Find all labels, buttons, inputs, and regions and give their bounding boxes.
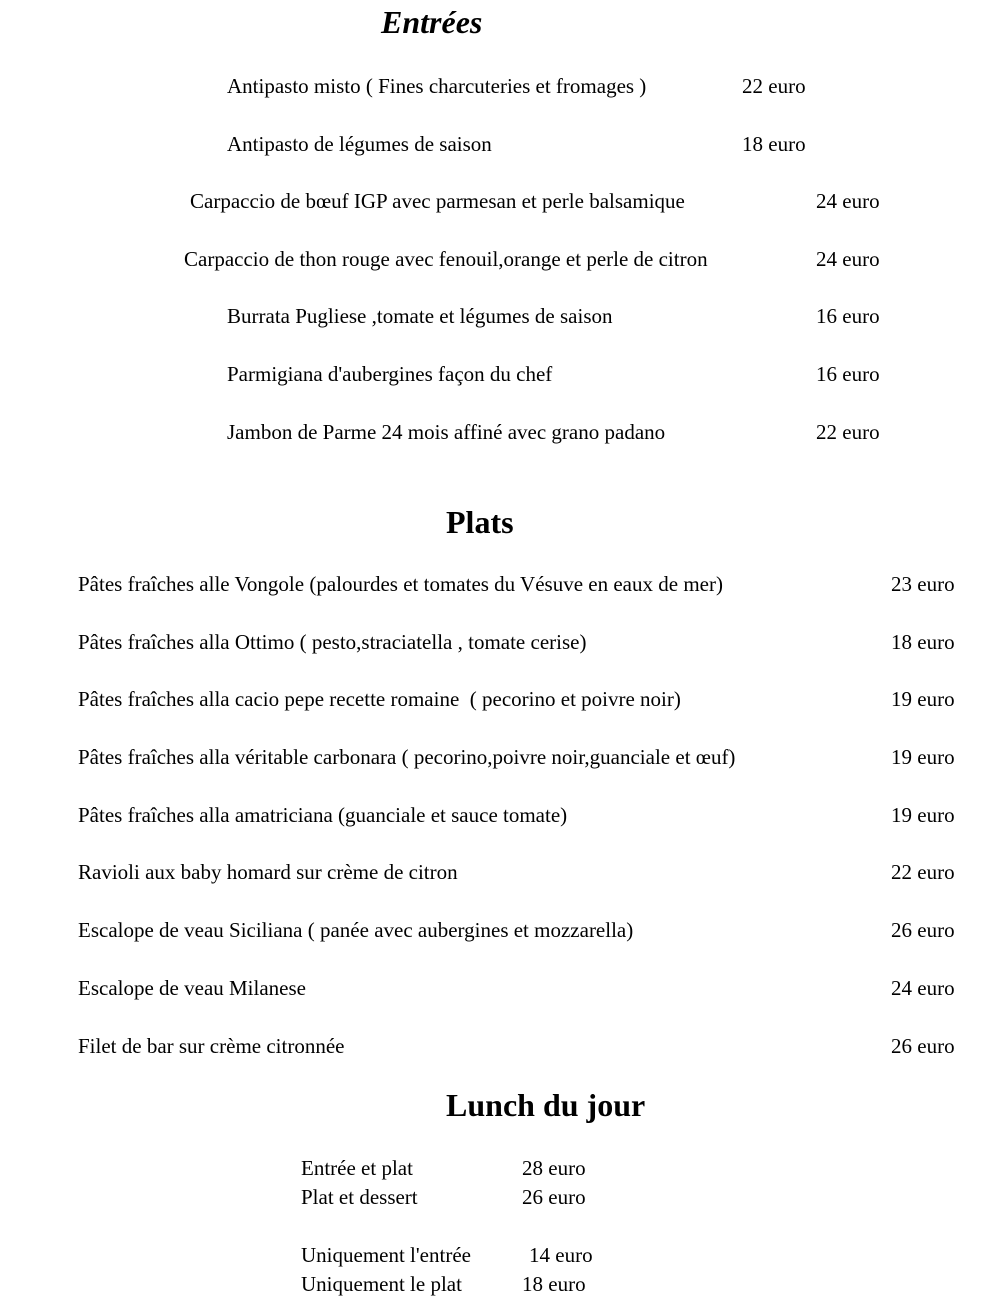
menu-item-row — [0, 917, 990, 975]
menu-item-price: 24 euro — [891, 975, 955, 1000]
section-title-entrees: Entrées — [381, 4, 483, 40]
menu-item-price: 19 euro — [891, 802, 955, 827]
menu-item-name: Ravioli aux baby homard sur crème de citron — [78, 860, 458, 885]
menu-item-row — [0, 629, 990, 687]
menu-item-price: 19 euro — [891, 745, 955, 770]
section-lunch-items — [0, 1155, 990, 1300]
menu-item-name: Parmigiana d'aubergines façon du chef — [227, 361, 553, 386]
menu-item-price: 22 euro — [891, 860, 955, 885]
menu-item-name: Uniquement le plat — [301, 1272, 462, 1296]
menu-item-name: Entrée et plat — [301, 1156, 413, 1180]
menu-item-price: 16 euro — [816, 361, 880, 386]
menu-item-row — [0, 686, 990, 744]
menu-item-price: 26 euro — [522, 1185, 586, 1209]
section-entrees-items — [0, 73, 990, 476]
menu-item-name: Pâtes fraîches alla amatriciana (guanciale et sauce tomate) — [78, 802, 568, 827]
menu-item-name: Pâtes fraîches alle Vongole (palourdes et tomates du Vésuve en eaux de mer) — [78, 572, 723, 596]
menu-item-name: Uniquement l'entrée — [301, 1243, 471, 1267]
menu-item-price: 24 euro — [816, 246, 880, 271]
menu-item-row — [0, 419, 990, 477]
menu-item-price: 26 euro — [891, 1033, 955, 1058]
menu-item-row — [0, 859, 990, 917]
menu-item-row — [0, 1271, 990, 1300]
menu-item-row — [0, 1033, 990, 1091]
section-title-lunch: Lunch du jour — [446, 1087, 646, 1123]
menu-item-row — [0, 975, 990, 1033]
menu-item-price: 28 euro — [522, 1156, 586, 1180]
menu-item-name: Jambon de Parme 24 mois affiné avec grano padano — [227, 419, 666, 444]
menu-item-price: 22 euro — [816, 419, 880, 444]
menu-item-name: Pâtes fraîches alla véritable carbonara ( pecorino,poivre noir,guanciale et œuf) — [78, 745, 736, 770]
menu-item-row — [0, 188, 990, 246]
menu-item-name: Antipasto misto ( Fines charcuteries et fromages ) — [227, 74, 647, 98]
menu-item-price: 16 euro — [816, 304, 880, 329]
menu-item-price: 26 euro — [891, 918, 955, 943]
menu-item-price: 18 euro — [742, 131, 806, 156]
menu-item-row — [0, 361, 990, 419]
menu-item-row — [0, 744, 990, 802]
menu-item-price: 14 euro — [529, 1243, 593, 1267]
menu-item-name: Pâtes fraîches alla Ottimo ( pesto,straciatella , tomate cerise) — [78, 629, 587, 654]
menu-item-row — [0, 571, 990, 629]
menu-item-price: 18 euro — [522, 1272, 586, 1296]
menu-item-price: 23 euro — [891, 572, 955, 596]
menu-item-name: Pâtes fraîches alla cacio pepe recette romaine ( pecorino et poivre noir) — [78, 687, 681, 712]
menu-item-price: 18 euro — [891, 629, 955, 654]
menu-item-row — [0, 1184, 990, 1213]
section-title-plats: Plats — [446, 504, 514, 540]
menu-item-price: 24 euro — [816, 189, 880, 214]
section-plats-items — [0, 571, 990, 1090]
menu-item-name: Burrata Pugliese ,tomate et légumes de saison — [227, 304, 613, 329]
menu-item-name: Escalope de veau Milanese — [78, 975, 306, 1000]
menu-item-name: Carpaccio de thon rouge avec fenouil,orange et perle de citron — [184, 246, 708, 271]
menu-item-row — [0, 131, 990, 189]
menu-item-row — [0, 73, 990, 131]
menu-item-name: Plat et dessert — [301, 1185, 418, 1209]
menu-item-name: Escalope de veau Siciliana ( panée avec aubergines et mozzarella) — [78, 918, 634, 943]
menu-item-name: Filet de bar sur crème citronnée — [78, 1033, 345, 1058]
menu-item-row — [0, 1155, 990, 1184]
menu-item-row — [0, 303, 990, 361]
menu-item-row — [0, 1242, 990, 1271]
menu-item-name: Antipasto de légumes de saison — [227, 131, 492, 156]
menu-item-row — [0, 246, 990, 304]
menu-item-row — [0, 802, 990, 860]
menu-item-name: Carpaccio de bœuf IGP avec parmesan et perle balsamique — [190, 189, 685, 214]
menu-item-price: 22 euro — [742, 74, 806, 98]
menu-item-price: 19 euro — [891, 687, 955, 712]
